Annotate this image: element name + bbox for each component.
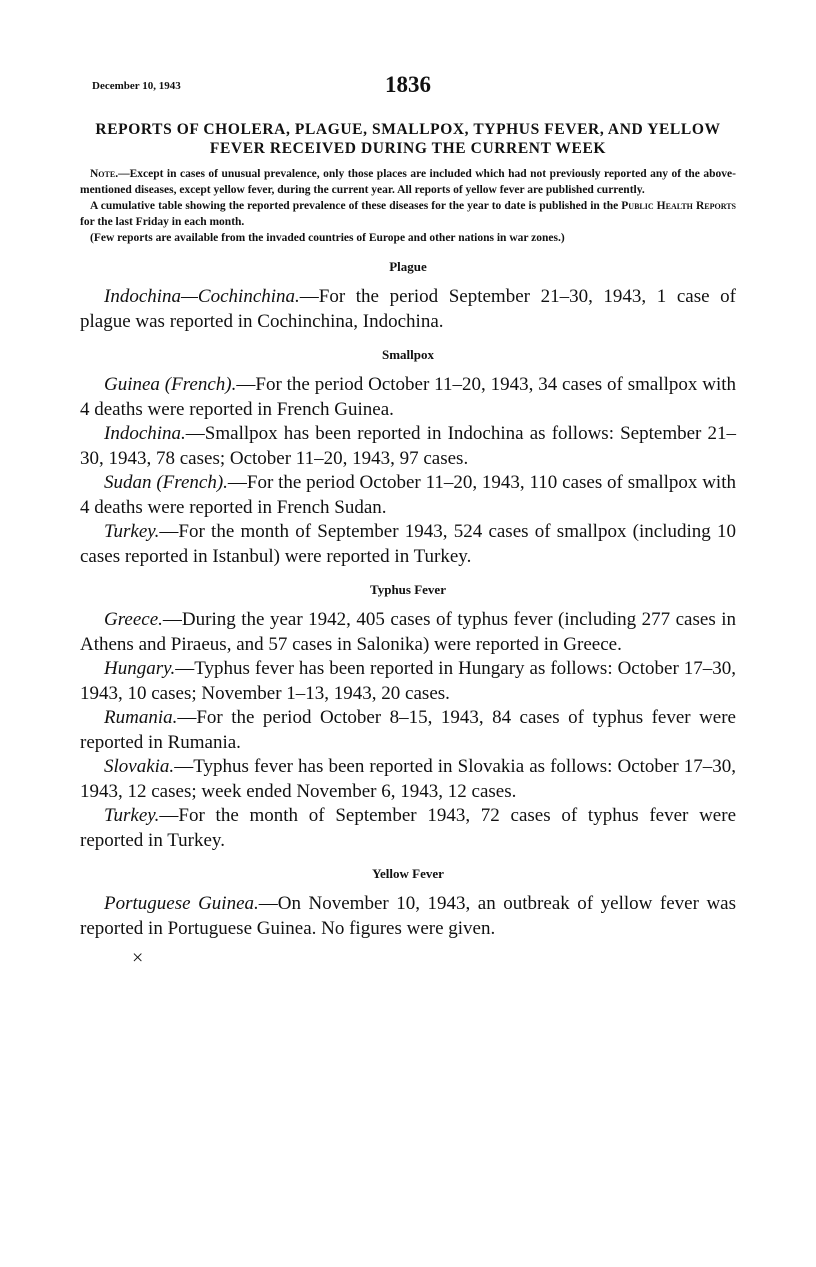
place-name: Hungary.	[104, 658, 176, 679]
place-name: Portuguese Guinea.	[104, 893, 259, 914]
end-mark: ×	[132, 947, 144, 969]
place-name: Indochina—Cochinchina.	[104, 286, 300, 307]
section-heading: Plague	[389, 259, 427, 274]
section-smallpox	[80, 347, 736, 569]
note-text: —Except in cases of unusual prevalence, only those places are included which had not previously reported any of the above-mentioned diseases, except yellow fever, during the current year. All reports of yellow fever are published currently.	[80, 168, 736, 196]
report-title: REPORTS OF CHOLERA, PLAGUE, SMALLPOX, TYPHUS FEVER, AND YELLOW FEVER RECEIVED DURING THE CURRENT WEEK	[95, 121, 721, 157]
report-paragraph	[80, 373, 736, 422]
report-text: —For the period October 11–20, 1943, 110 cases of smallpox with 4 deaths were reported in French Sudan.	[80, 472, 736, 518]
section-plague	[80, 259, 736, 334]
report-paragraph	[80, 804, 736, 853]
report-text: —On November 10, 1943, an outbreak of yellow fever was reported in Portuguese Guinea. No figures were given.	[80, 893, 736, 939]
report-paragraph	[80, 608, 736, 657]
report-text: —For the period September 21–30, 1943, 1 case of plague was reported in Cochinchina, Indochina.	[80, 286, 736, 332]
publication-name: Public Health Reports	[621, 200, 736, 212]
report-paragraph	[80, 422, 736, 471]
section-heading: Yellow Fever	[372, 866, 444, 881]
note-lead: Note.	[90, 168, 119, 180]
report-text: —During the year 1942, 405 cases of typhus fever (including 277 cases in Athens and Piraeus, and 57 cases in Salonika) were reported in Greece.	[80, 609, 736, 655]
report-text: —For the month of September 1943, 72 cases of typhus fever were reported in Turkey.	[80, 805, 736, 851]
section-yellow-fever	[80, 866, 736, 941]
note-paragraph	[80, 166, 736, 198]
report-text: —For the period October 8–15, 1943, 84 cases of typhus fever were reported in Rumania.	[80, 707, 736, 753]
report-paragraph	[80, 755, 736, 804]
issue-date: December 10, 1943	[92, 80, 181, 92]
note-paragraph	[80, 198, 736, 230]
content	[80, 120, 736, 970]
section-heading: Typhus Fever	[370, 582, 446, 597]
place-name: Indochina.	[104, 423, 186, 444]
place-name: Sudan (French).	[104, 472, 228, 493]
report-paragraph	[80, 285, 736, 334]
report-paragraph	[80, 471, 736, 520]
report-text: —Typhus fever has been reported in Slovakia as follows: October 17–30, 1943, 12 cases; week ended November 6, 1943, 12 cases.	[80, 756, 736, 802]
place-name: Turkey.	[104, 805, 160, 826]
note-paragraph: (Few reports are available from the invaded countries of Europe and other nations in war zones.)	[90, 232, 565, 244]
disease-sections	[80, 259, 736, 941]
report-text: —For the month of September 1943, 524 cases of smallpox (including 10 cases reported in Istanbul) were reported in Turkey.	[80, 521, 736, 567]
report-text: —Smallpox has been reported in Indochina as follows: September 21–30, 1943, 78 cases; October 11–20, 1943, 97 cases.	[80, 423, 736, 469]
report-text: —For the period October 11–20, 1943, 34 cases of smallpox with 4 deaths were reported in French Guinea.	[80, 374, 737, 420]
section-heading: Smallpox	[381, 347, 434, 362]
report-paragraph	[80, 892, 736, 941]
place-name: Slovakia.	[104, 756, 175, 777]
report-text: —Typhus fever has been reported in Hungary as follows: October 17–30, 1943, 10 cases; November 1–13, 1943, 20 cases.	[80, 658, 736, 704]
note-text: for the last Friday in each month.	[80, 216, 245, 228]
place-name: Rumania.	[104, 707, 178, 728]
place-name: Guinea (French).	[104, 374, 237, 395]
report-paragraph	[80, 520, 736, 569]
page-number: 1836	[385, 72, 431, 97]
report-paragraph	[80, 706, 736, 755]
place-name: Greece.	[104, 609, 163, 630]
place-name: Turkey.	[104, 521, 160, 542]
section-typhus-fever	[80, 582, 736, 853]
note-text: A cumulative table showing the reported prevalence of these diseases for the year to date is published in the	[90, 200, 622, 212]
report-paragraph	[80, 657, 736, 706]
